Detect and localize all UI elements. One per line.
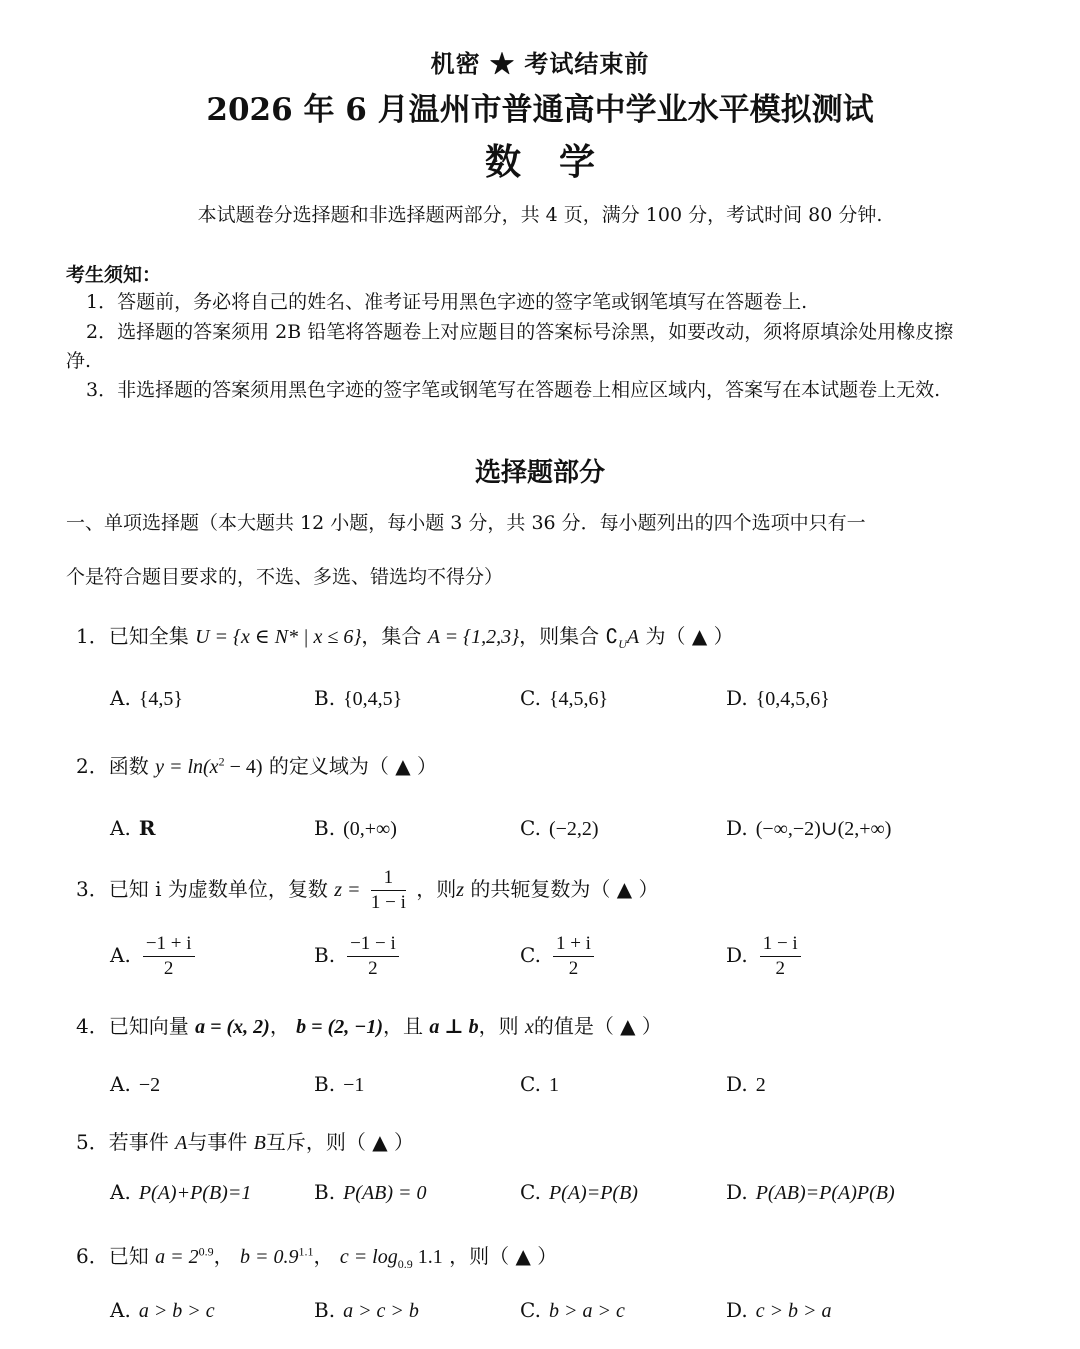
q3-stem-fraction: $\frac{1}{1 - i}$ [370, 867, 406, 913]
part-heading-line1: 一、单项选择题（本大题共 12 小题，每小题 3 分，共 36 分．每小题列出的四个选项中只有一 [66, 512, 866, 534]
question-1-stem: 1．已知全集 U = {x ∈ N* | x ≤ 6}，集合 A = {1,2,3}，则集合 $∁_UA$ 为（ ▲ ） [76, 624, 734, 651]
q3-option-a: A. $\frac{-1 + i}{2}$ [110, 932, 199, 981]
part-heading-line2: 个是符合题目要求的，不选、多选、错选均不得分） [66, 566, 504, 588]
q4-option-a: A. −2 [110, 1072, 161, 1096]
q5-option-a: A. P(A)+P(B)=1 [110, 1180, 252, 1204]
q6-option-a: A. a > b > c [110, 1298, 215, 1322]
q5-option-d: D. P(AB)=P(A)P(B) [726, 1180, 895, 1204]
q5-option-c: C. P(A)=P(B) [520, 1180, 638, 1204]
q3-option-d: D. $\frac{1 - i}{2}$ [726, 932, 805, 981]
q1-option-a: A. {4,5} [110, 686, 184, 710]
exam-title: 2026 年 6 月温州市普通高中学业水平模拟测试 [206, 92, 874, 128]
q6-option-b: B. a > c > b [314, 1298, 419, 1322]
q4-option-b: B. −1 [314, 1072, 365, 1096]
question-4-stem: 4．已知向量 a = (x, 2)， b = (2, −1)，且 a ⊥ b，则 x的值是（ ▲ ） [76, 1014, 662, 1038]
q4-option-c: C. 1 [520, 1072, 559, 1096]
q3-option-c: C. $\frac{1 + i}{2}$ [520, 932, 598, 981]
question-5-stem: 5．若事件 A与事件 B互斥，则（ ▲ ） [76, 1130, 414, 1154]
q2-option-b: B. (0,+∞) [314, 816, 397, 840]
q4-option-d: D. 2 [726, 1072, 766, 1096]
q2-option-a: A. R [110, 816, 156, 840]
q6-option-d: D. c > b > a [726, 1298, 832, 1322]
question-3-stem: 3．已知 i 为虚数单位，复数 z = $\frac{1}{1 - i}$ ，则z 的共轭复数为（ ▲ ） [76, 867, 659, 913]
notice-item-1: 1．答题前，务必将自己的姓名、准考证号用黑色字迹的签字笔或钢笔填写在答题卷上. [86, 291, 808, 313]
question-2-stem: 2．函数 $y = \ln(x^2 - 4)$ 的定义域为（ ▲ ） [76, 754, 437, 778]
q3-option-b: B. $\frac{-1 - i}{2}$ [314, 932, 403, 981]
exam-intro: 本试题卷分选择题和非选择题两部分，共 4 页，满分 100 分，考试时间 80 分钟. [197, 204, 883, 226]
confidential-label: 机密 ★ 考试结束前 [430, 49, 650, 78]
subject-title: 数学 [484, 141, 633, 183]
q1-option-c: C. {4,5,6} [520, 686, 609, 710]
q1-option-d: D. {0,4,5,6} [726, 686, 830, 710]
notice-item-2: 2．选择题的答案须用 2B 铅笔将答题卷上对应题目的答案标号涂黑，如要改动，须将原填涂处用橡皮擦净. [66, 321, 954, 372]
q5-option-b: B. P(AB) = 0 [314, 1180, 427, 1204]
notice-title: 考生须知： [66, 264, 162, 286]
q6-option-c: C. b > a > c [520, 1298, 625, 1322]
q2-option-d: D. (−∞,−2)∪(2,+∞) [726, 816, 892, 840]
q2-option-c: C. (−2,2) [520, 816, 599, 840]
question-6-stem: 6．已知 $a = 2^{0.9}$， $b = 0.9^{1.1}$， $c = \log_{0.9} 1.1$ ，则（ ▲ ） [76, 1244, 558, 1271]
notice-item-3: 3．非选择题的答案须用黑色字迹的签字笔或钢笔写在答题卷上相应区域内，答案写在本试题卷上无效. [86, 379, 941, 401]
q1-option-b: B. {0,4,5} [314, 686, 403, 710]
section-title: 选择题部分 [474, 458, 605, 488]
